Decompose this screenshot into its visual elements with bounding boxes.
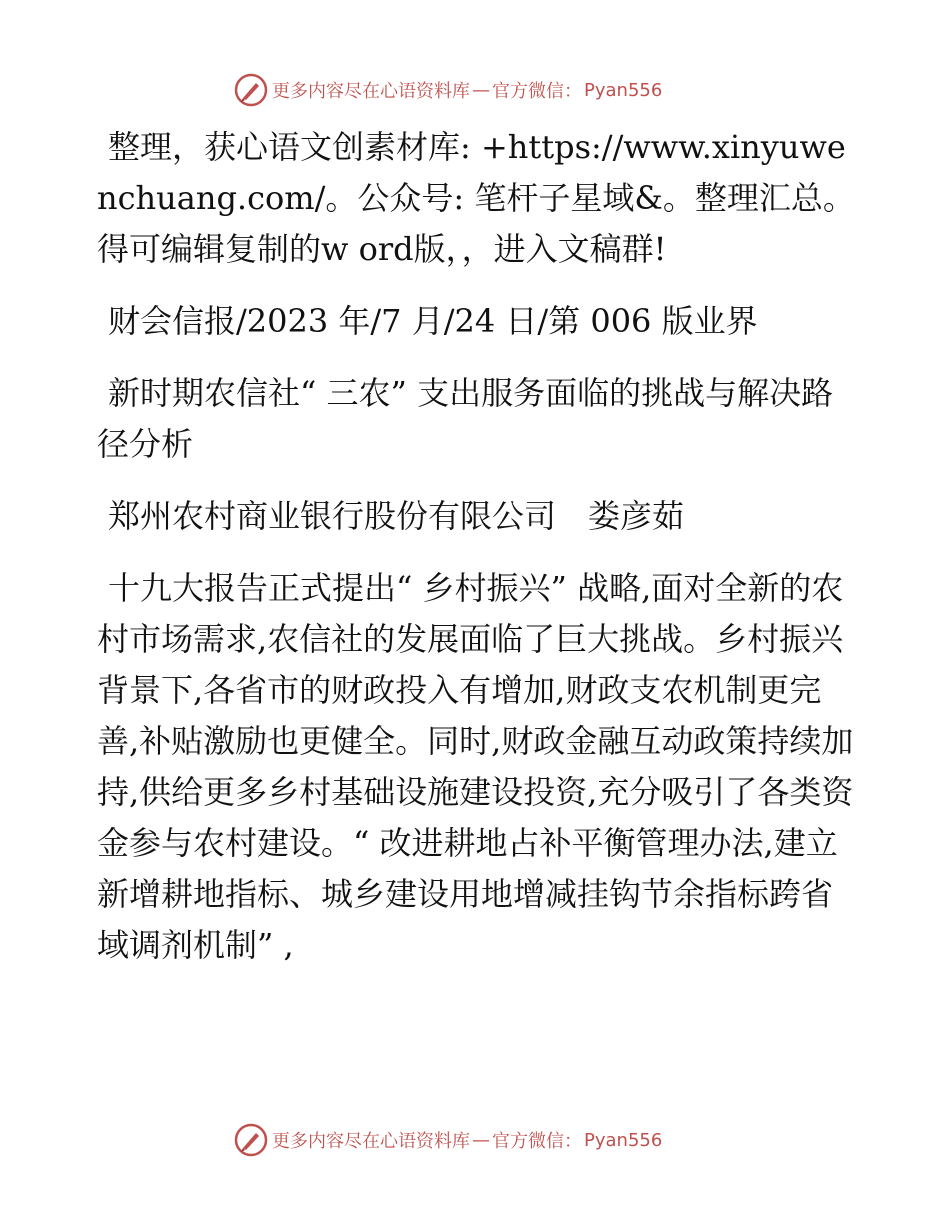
pen-logo-icon: [234, 73, 268, 107]
footer-banner: [234, 1122, 662, 1158]
author-line: 郑州农村商业银行股份有限公司 娄彦茹: [108, 497, 685, 535]
banner-wechat-id: Pyan556: [584, 1129, 663, 1151]
banner-wechat-label: 官方微信：: [492, 1131, 582, 1152]
banner-dash: —: [472, 79, 490, 101]
banner-wechat-id: Pyan556: [584, 79, 663, 101]
source-line: 财会信报/2023 年/7 月/24 日/第 006 版业界: [108, 302, 758, 340]
banner-wechat-label: 官方微信：: [492, 81, 582, 102]
body-paragraph: 十九大报告正式提出“ 乡村振兴” 战略,面对全新的农村市场需求,农信社的发展面临了巨大挑战。乡村振兴背景下,各省市的财政投入有增加,财政支农机制更完善,补贴激励也更健全。同时,财政金融互动政策持续加持,供给更多乡村基础设施建设投资,充分吸引了各类资金参与农村建设。“ 改进耕地占补平衡管理办法,建立新增耕地指标、城乡建设用地增减挂钩节余指标跨省域调剂机制” ,: [97, 569, 854, 964]
header-banner: [234, 72, 662, 108]
intro-paragraph: 整理，获心语文创素材库: +https://www.xinyuwenchuang.com/。公众号: 笔杆子星域&。整理汇总。得可编辑复制的w ord版，，进入文稿群!: [97, 128, 855, 268]
article-title: 新时期农信社“ 三农” 支出服务面临的挑战与解决路径分析: [97, 374, 834, 463]
banner-text: 更多内容尽在心语资料库: [272, 81, 470, 102]
banner-dash: —: [472, 1129, 490, 1151]
document-body: [97, 122, 857, 971]
pen-logo-icon: [234, 1123, 268, 1157]
banner-text: 更多内容尽在心语资料库: [272, 1131, 470, 1152]
